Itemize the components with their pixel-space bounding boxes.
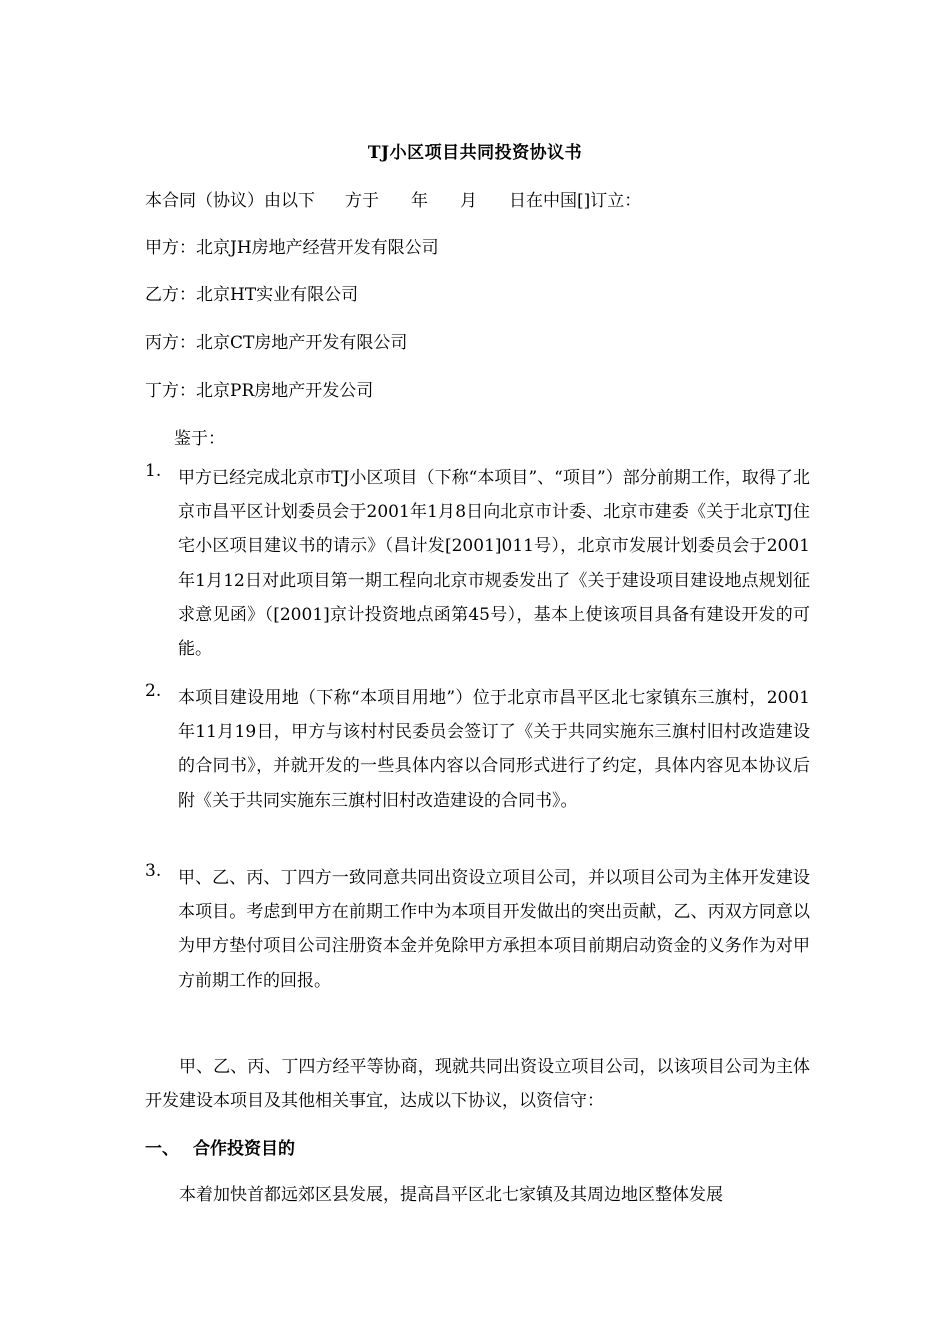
party-jia: 甲方：北京JH房地产经营开发有限公司 [145,238,439,258]
whereas-label: 鉴于： [174,429,225,449]
intro-part-4: 月 [460,191,477,211]
list-item-number: 1. [145,461,162,481]
list-item [145,681,810,818]
intro-part-1: 本合同（协议）由以下 [145,191,315,211]
party-yi: 乙方：北京HT实业有限公司 [145,285,359,305]
list-item-number: 3. [145,861,162,881]
intro-line [145,186,641,211]
list-item [145,861,810,998]
list-item-text: 甲方已经完成北京市TJ小区项目（下称“本项目”、“项目”）部分前期工作，取得了北京市昌平区计划委员会于2001年1月8日向北京市计委、北京市建委《关于北京TJ住宅小区项目建议书的请示》（昌计发[2001]011号），北京市发展计划委员会于2001年1月12日对此项目第一期工程向北京市规委发出了《关于建设项目建设地点规划征求意见函》（[2001]京计投资地点函第45号），基本上使该项目具备有建设开发的可能。 [178,468,810,660]
section-paragraph: 本着加快首都远郊区县发展，提高昌平区北七家镇及其周边地区整体发展 [179,1185,723,1205]
section-title: 合作投资目的 [193,1139,295,1159]
list-item [145,461,810,666]
agreement-paragraph: 甲、乙、丙、丁四方经平等协商，现就共同出资设立项目公司，以该项目公司为主体开发建设本项目及其他相关事宜，达成以下协议，以资信守： [145,1057,810,1111]
intro-part-3: 年 [411,191,428,211]
party-bing: 丙方：北京CT房地产开发有限公司 [145,333,408,353]
list-item-text: 本项目建设用地（下称“本项目用地”）位于北京市昌平区北七家镇东三旗村，2001年11月19日，甲方与该村村民委员会签订了《关于共同实施东三旗村旧村改造建设的合同书》，并就开发的一些具体内容以合同形式进行了约定，具体内容见本协议后附《关于共同实施东三旗村旧村改造建设的合同书》。 [178,688,810,811]
list-item-text: 甲、乙、丙、丁四方一致同意共同出资设立项目公司，并以项目公司为主体开发建设本项目。考虑到甲方在前期工作中为本项目开发做出的突出贡献，乙、丙双方同意以为甲方垫付项目公司注册资本金并免除甲方承担本项目前期启动资金的义务作为对甲方前期工作的回报。 [178,868,810,991]
document-title: TJ小区项目共同投资协议书 [367,143,583,163]
section-number: 一、 [145,1139,179,1159]
intro-part-5: 日在中国[]订立： [509,191,642,211]
section-heading [145,1134,295,1159]
party-ding: 丁方：北京PR房地产开发公司 [145,381,374,401]
intro-part-2: 方于 [345,191,379,211]
list-item-number: 2. [145,681,162,701]
